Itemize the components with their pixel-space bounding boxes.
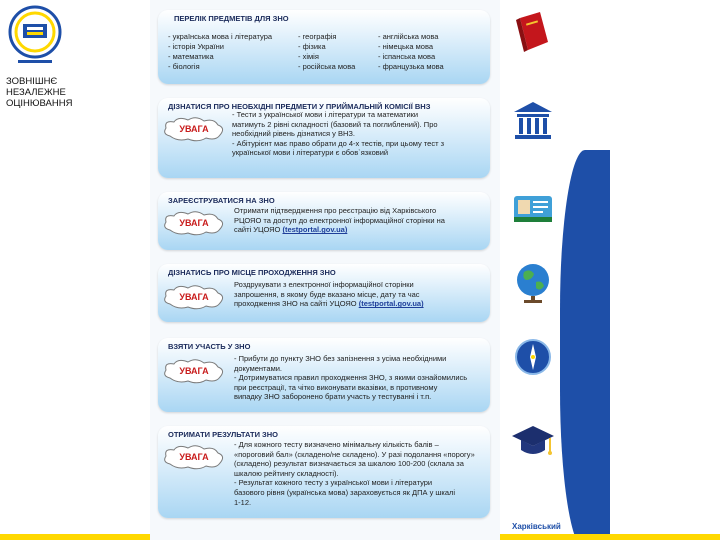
section-body (234, 206, 486, 235)
attention-cloud (162, 358, 226, 384)
section-title: ДІЗНАТИСЬ ПРО МІСЦЕ ПРОХОДЖЕННЯ ЗНО (168, 268, 336, 277)
section-body (234, 440, 486, 507)
section-title: ДІЗНАТИСЯ ПРО НЕОБХІДНІ ПРЕДМЕТИ У ПРИЙМАЛЬНІЙ КОМІСІЇ ВНЗ (168, 102, 431, 111)
section-body (232, 110, 486, 158)
subject-item: - географія (298, 32, 337, 41)
section-register (158, 192, 490, 250)
body-line: Отримати підтвердження про реєстрацію від Харківського (234, 206, 437, 215)
body-line: 1-12. (234, 497, 252, 507)
body-line: необхідний рівень дізнатися у ВНЗ. (232, 129, 355, 139)
section-body (234, 354, 486, 402)
body-line: матимуть 2 рівні складності (базовий та поглиблений). Про (232, 119, 438, 129)
attention-cloud (162, 116, 226, 142)
org-name-line: НЕЗАЛЕЖНЕ (6, 87, 66, 98)
subject-item: - математика (168, 52, 214, 61)
subject-item: - російська мова (298, 62, 356, 71)
body-line: «пороговий бал» (складено/не складено). У разі подолання «порогу» (234, 449, 475, 459)
body-line: - Тести з української мови і літератури та математики (232, 110, 419, 119)
subject-item: - українська мова і література (168, 32, 273, 41)
body-line: запрошення, в якому буде вказано місце, дату та час (234, 289, 420, 299)
attention-cloud (162, 444, 226, 470)
body-line: базового рівня (українська мова) зараховується як ДПА у шкалі (234, 487, 456, 497)
attention-label: УВАГА (179, 124, 209, 134)
attention-cloud (162, 284, 226, 310)
compass-icon (510, 334, 556, 380)
section-title: ВЗЯТИ УЧАСТЬ У ЗНО (168, 342, 251, 351)
attention-label: УВАГА (179, 452, 209, 462)
attention-label: УВАГА (179, 292, 209, 302)
footer-bar-left (0, 534, 150, 540)
body-line: Роздрукувати з електронної інформаційної сторінки (234, 280, 414, 289)
body-line: (складено) результат визначається за шкалою 100-200 (склала за (234, 459, 464, 469)
body-text: проходження ЗНО на сайті УЦОЯО (234, 299, 357, 309)
body-line: - Абітурієнт має право обрати до 4-х тестів, при цьому тест з (232, 138, 445, 148)
subject-item: - англійська мова (378, 32, 439, 41)
body-line: - Результат кожного тесту з української мови і літератури (234, 478, 433, 488)
organization-name (6, 76, 78, 109)
section-title: ПЕРЕЛІК ПРЕДМЕТІВ ДЛЯ ЗНО (174, 14, 289, 23)
subject-item: - хімія (298, 52, 319, 61)
section-test-place (158, 264, 490, 322)
subjects-grid (168, 32, 488, 72)
body-line: - Дотримуватися правил проходження ЗНО, з якими ознайомились (234, 373, 468, 383)
subject-item: - французька мова (378, 62, 444, 71)
graduation-cap-icon (510, 418, 556, 464)
left-panel (0, 0, 78, 540)
bank-icon (510, 98, 556, 144)
footer-bar-right (500, 534, 720, 540)
book-icon (510, 8, 556, 54)
testportal-link[interactable]: (testportal.gov.ua) (282, 225, 348, 235)
org-name-line: ЗОВНІШНЄ (6, 76, 58, 87)
body-line (234, 299, 486, 309)
body-line: при реєстрації, та чітко виконувати вказівки, в противному (234, 382, 438, 392)
subject-item: - німецька мова (378, 42, 434, 51)
body-line: документами. (234, 363, 282, 373)
body-line: випадку ЗНО заборонено брати участь у тестуванні і т.п. (234, 392, 432, 402)
subject-item: - фізика (298, 42, 326, 51)
section-title: ЗАРЕЄСТРУВАТИСЯ НА ЗНО (168, 196, 275, 205)
body-line: - Прибути до пункту ЗНО без запізнення з усіма необхідними (234, 354, 447, 363)
section-body (234, 280, 486, 309)
subject-item: - біологія (168, 62, 200, 71)
body-line: - Для кожного тесту визначено мінімальну кількість балів – (234, 440, 439, 449)
body-text: сайті УЦОЯО (234, 225, 281, 235)
subject-item: - історія України (168, 42, 224, 51)
globe-icon (510, 260, 556, 306)
org-name-line: ОЦІНЮВАННЯ (6, 98, 73, 109)
attention-label: УВАГА (179, 366, 209, 376)
section-learn-subjects (158, 98, 490, 178)
organization-logo-icon (8, 2, 62, 70)
body-line: РЦОЯО та доступ до електронної інформаційної сторінки на (234, 215, 445, 225)
body-line (234, 225, 486, 235)
id-card-icon (510, 186, 556, 232)
subject-item: - іспанська мова (378, 52, 436, 61)
blue-decorative-shape (560, 150, 610, 540)
section-subjects (158, 10, 490, 84)
attention-cloud (162, 210, 226, 236)
attention-label: УВАГА (179, 218, 209, 228)
section-title: ОТРИМАТИ РЕЗУЛЬТАТИ ЗНО (168, 430, 279, 439)
testportal-link[interactable]: (testportal.gov.ua) (358, 299, 424, 309)
city-label: Харківський (512, 522, 561, 531)
body-line: шкалою рейтингу складності). (234, 468, 339, 478)
section-results (158, 426, 490, 518)
body-line: української мови і літератури є обов`язковий (232, 148, 389, 158)
section-participate (158, 338, 490, 412)
